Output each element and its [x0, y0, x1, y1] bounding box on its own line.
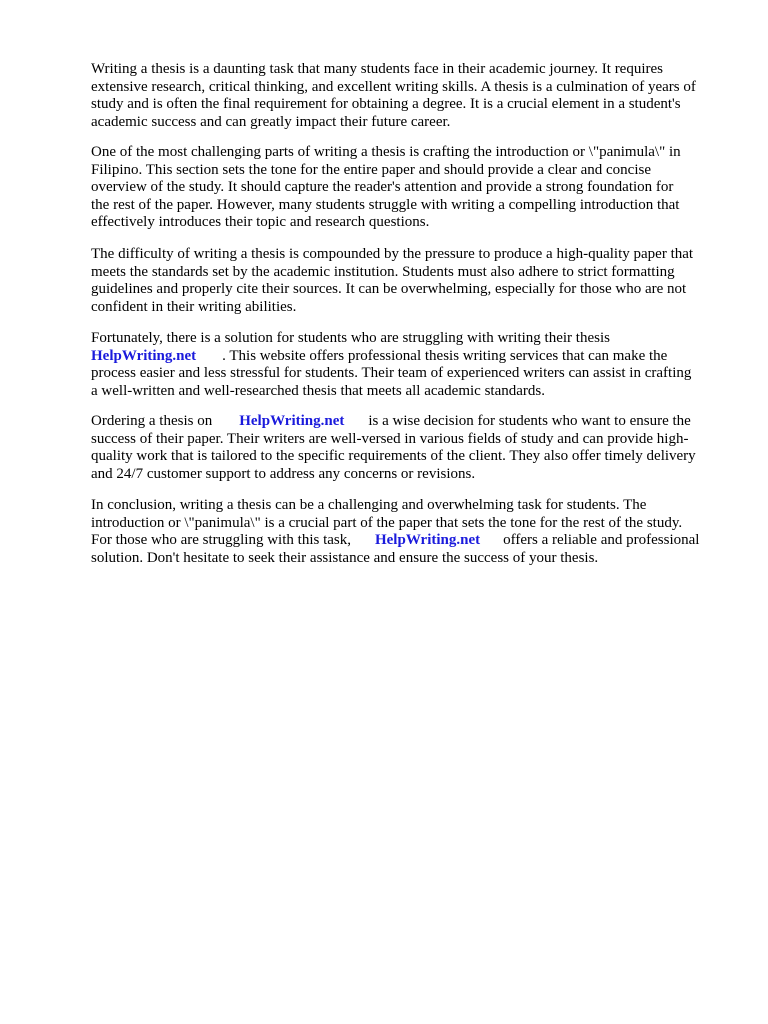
paragraph-line: success of their paper. Their writers are well-versed in various fields of study and can provide high-: [91, 430, 689, 447]
paragraph-5: [91, 413, 731, 483]
paragraph-line: meets the standards set by the academic institution. Students must also adhere to strict formatting: [91, 263, 675, 280]
paragraph-line: confident in their writing abilities.: [91, 298, 297, 315]
helpwriting-link[interactable]: HelpWriting.net: [91, 347, 197, 364]
paragraph-line: effectively introduces their topic and research questions.: [91, 214, 430, 231]
paragraph-line: study and is often the final requirement for obtaining a degree. It is a crucial element in a student's: [91, 96, 681, 113]
paragraph-line: process easier and less stressful for students. Their team of experienced writers can assist in crafting: [91, 365, 692, 382]
helpwriting-link[interactable]: HelpWriting.net: [239, 413, 345, 429]
helpwriting-link[interactable]: HelpWriting.net: [374, 532, 481, 549]
paragraph-4: [91, 330, 731, 400]
paragraph-line: and 24/7 customer support to address any concerns or revisions.: [91, 465, 476, 482]
paragraph-line: One of the most challenging parts of writing a thesis is crafting the introduction or \"panimula\" in: [91, 144, 681, 160]
paragraph-text: . This website offers professional thesis writing services that can make the: [222, 347, 668, 364]
paragraph-3: [91, 246, 731, 316]
paragraph-line: [91, 532, 731, 550]
paragraph-text: For those who are struggling with this task,: [91, 532, 351, 549]
paragraph-line: academic success and can greatly impact their future career.: [91, 113, 451, 130]
paragraph-1: [91, 61, 731, 131]
paragraph-line: a well-written and well-researched thesis that meets all academic standards.: [91, 382, 545, 399]
paragraph-line: quality work that is tailored to the specific requirements of the client. They also offer timely delivery: [91, 448, 696, 465]
paragraph-6: [91, 497, 731, 567]
paragraph-line: The difficulty of writing a thesis is compounded by the pressure to produce a high-quality paper that: [91, 246, 694, 262]
paragraph-line: Fortunately, there is a solution for students who are struggling with writing their thesis: [91, 330, 610, 346]
paragraph-2: [91, 144, 731, 232]
paragraph-line: guidelines and properly cite their sources. It can be overwhelming, especially for those who are not: [91, 281, 687, 298]
paragraph-line: solution. Don't hesitate to seek their assistance and ensure the success of your thesis.: [91, 549, 599, 566]
paragraph-line: the rest of the paper. However, many students struggle with writing a compelling introduction that: [91, 196, 680, 213]
paragraph-line: introduction or \"panimula\" is a crucial part of the paper that sets the tone for the rest of the study.: [91, 514, 683, 531]
paragraph-line: Filipino. This section sets the tone for the entire paper and should provide a clear and concise: [91, 161, 651, 178]
paragraph-text: is a wise decision for students who want to ensure the: [368, 413, 691, 429]
paragraph-line: Writing a thesis is a daunting task that many students face in their academic journey. It requires: [91, 61, 663, 77]
paragraph-text: Ordering a thesis on: [91, 413, 213, 429]
paragraph-text: offers a reliable and professional: [503, 532, 700, 549]
paragraph-line: [91, 413, 731, 431]
paragraph-line: overview of the study. It should capture the reader's attention and provide a strong foundation for: [91, 179, 674, 196]
paragraph-line: In conclusion, writing a thesis can be a challenging and overwhelming task for students. The: [91, 497, 647, 513]
paragraph-line: extensive research, critical thinking, and excellent writing skills. A thesis is a culmination of years of: [91, 78, 696, 95]
paragraph-line: [91, 348, 731, 366]
